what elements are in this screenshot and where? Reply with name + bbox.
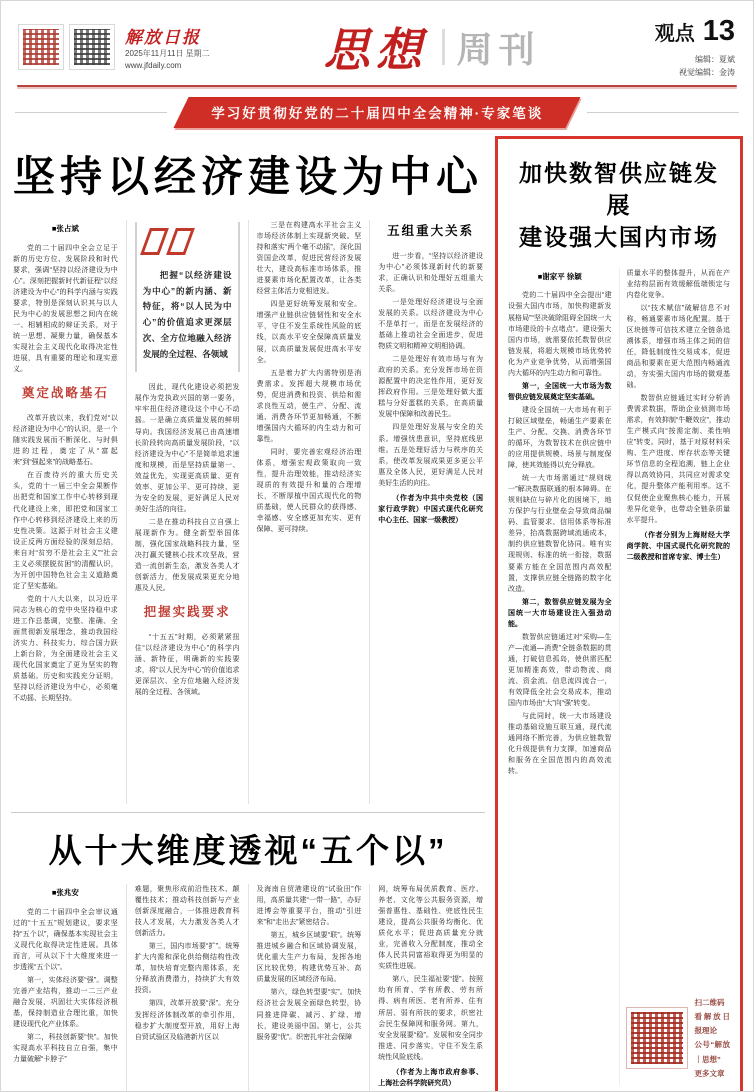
quote-marks-icon — [145, 228, 232, 260]
paragraph: 二是处理好有效市场与有为政府的关系。充分发挥市场在资源配置中的决定性作用，更好发挥政府作用。三是处理好做大蛋糕与分好蛋糕的关系，在高质量发展中保障和改善民生。 — [378, 356, 483, 419]
qr-caption-line: 公号“解放｜思想” — [694, 1040, 730, 1064]
banner-line-left — [15, 112, 167, 113]
paragraph-lead: 第一，全国统一大市场为数智供应链发展奠定坚实基础。 — [508, 382, 612, 401]
article-column — [369, 884, 485, 1092]
byline: ■谢家平 徐颖 — [537, 271, 582, 281]
paragraph: 因此，现代化建设必须把发展作为党执政兴国的第一要务，牢牢扭住经济建设这个中心不动摇。一是确立高质量发展的鲜明导向。我国经济发展已由高速增长阶段转向高质量发展阶段，“以经济建设为中心”不是简单追求速度和规模，而是坚持质量第一、效益优先，实现更高质量、更有效率、更加公平、更可持续、更为安全的发展，更好满足人民对美好生活的向往。 — [134, 384, 240, 513]
paragraph: 统一大市场需通过“规则统一”解决数据联通的根本障碍。在规则缺位与碎片化的困境下，地方保护与行业壁垒会导致商品编码、监管要求、信用体系等标准差异，抬高数据跨域流通成本，制约供应链数智化协同。唯有实现规则、标准的统一衔接，数据要素方能在全国范围内高效配置，支撑供应链全链路的数字化改造。 — [508, 475, 612, 593]
section-qr-code-icon — [70, 25, 114, 69]
byline: ■张兆安 — [51, 888, 79, 897]
paragraph: 党的二十届四中全会立足于新的历史方位、发展阶段和时代要求，强调“坚持以经济建设为中心”。深刻把握新时代新征程“以经济建设为中心”的科学内涵与实践要求，特别是深刻认识其与以人民为中心的发展思想之间内在统一、相辅相成的辩证关系，对于统一思想、凝聚力量，确保基本实现社会主义现代化取得决定性进展，具有重要的理论和现实意义。 — [13, 244, 118, 374]
editor-credits — [655, 54, 735, 80]
paragraph: 党的二十届四中全会审议通过的“十五五”规划建议，要求坚持“五个以”，确保基本实现社会主义现代化取得决定性进展。具体而言，可从以下十大维度来进一步透视“五个以”。 — [13, 908, 118, 972]
paper-qr-code-icon — [19, 25, 63, 69]
paragraph: 第二，科技创新要“快”。加快实现高水平科技自立自强，集中力量破解“卡脖子” — [13, 1034, 118, 1064]
paragraph-continuation: 难题，聚焦形成前沿性技术、颠覆性技术；推动科技创新与产业创新深度融合，一体推进教育科技人才发展，大力激发各类人才创新活力。 — [134, 886, 240, 938]
paragraph: 数智供应链通过实时分析消费需求数据，帮助企业侦测市场需求，有效抑制“牛鞭效应”，推动生产模式向“按需定制、柔性响应”转变。同时，基于对原材料采购、生产进度、库存状态等关键环节信息的全程追溯，链上企业得以高效协同，共同应对需求变化，提升整体产能利用率。这不仅促使企业聚焦核心能力，开展差异化竞争，也带动全链条质量水平提升。 — [626, 395, 730, 524]
date-line: 2025年11月11日 星期二 — [125, 48, 210, 58]
paragraph: 二是在推动科技自立自强上展现新作为。健全新型举国体制，强化国家战略科技力量，坚决打赢关键核心技术攻坚战，营造一流创新生态，激发各类人才创新活力，使发展成果更充分地惠及人民。 — [134, 518, 240, 593]
paragraph: 第一，实体经济要“强”。调整完善产业结构，推动一二三产业融合发展，巩固壮大实体经济根基，保持制造业合理比重，加快建设现代化产业体系。 — [13, 977, 118, 1029]
paragraph: 四是处理好发展与安全的关系。增强忧患意识，坚持底线思维。五是处理好活力与秩序的关系，使改革发展成果更多更公平惠及全体人民，更好满足人民对美好生活的向往。 — [378, 424, 483, 487]
qr-caption-line: 扫二维码 — [694, 997, 725, 1007]
author-credit: （作者分别为上海财经大学商学院、中国式现代化研究院的二级教授和首席专家、博士生） — [626, 531, 730, 561]
paragraph-lead: 第二，数智供应链发展为全国统一大市场建设注入强劲动能。 — [508, 598, 612, 628]
theme-banner — [173, 97, 580, 128]
byline: ■张占斌 — [51, 224, 79, 233]
article-column — [126, 220, 248, 804]
page-number-value: 13 — [702, 14, 735, 47]
article-column — [619, 268, 732, 1085]
theory-account-qr-code-icon — [627, 1008, 687, 1068]
page-number — [655, 15, 735, 48]
article-right-boxed — [495, 136, 743, 1092]
paragraph: 第八，民生福祉要“提”。按照幼有所育、学有所教、劳有所得、病有所医、老有所养、住有所居、弱有所扶的要求，织密社会民生保障网和服务网。第九，安全发展要“稳”。发展和安全同步推进、同步落实，守住不发生系统性风险底线。 — [378, 976, 483, 1061]
author-credit: （作者为中共中央党校（国家行政学院）中国式现代化研究中心主任、国家一级教授） — [378, 494, 483, 524]
right-article-columns — [507, 268, 731, 1085]
section-logo-main: 思想 — [323, 25, 428, 76]
paragraph: 第六，绿色转型要“实”。加快经济社会发展全面绿色转型，协同推进降碳、减污、扩绿、增长，建设美丽中国。第七，公共服务要“优”。织密扎牢社会保障 — [256, 989, 362, 1041]
page-content — [11, 136, 743, 1092]
paragraph: 五是着力扩大内需特别是消费需求。发挥超大规模市场优势，促进消费和投资、供给和需求良性互动，使生产、分配、流通、消费各环节更加畅通，不断增强国内大循环的内生动力和可靠性。 — [256, 369, 362, 443]
pull-quote-box — [135, 222, 240, 372]
author-credit: （作者为上海市政府参事、上海社会科学院研究员） — [378, 1068, 483, 1087]
paragraph: 党的二十届四中全会提出“建设强大国内市场，加快构建新发展格局”“坚决破除阻碍全国统一大市场建设的卡点堵点”。建设强大国内市场，就需要依托数智供应链发展，将超大规模市场优势转化为产业竞争优势，从而增强国内大循环的内生动力和可靠性。 — [508, 292, 612, 377]
article-column — [126, 884, 248, 1092]
main-article-columns — [11, 220, 485, 804]
masthead — [11, 7, 743, 83]
masthead-rule — [17, 85, 737, 87]
paragraph: 数智供应链通过对“采购—生产—流通—消费”全链条数据的贯通，打破信息孤岛，使供需匹配更加精准高效，带动物流、商流、资金流、信息流四流合一，有效降低全社会交易成本，推动国内市场由“大”向“强”转变。 — [508, 633, 612, 708]
article-column-text — [627, 268, 731, 986]
paper-name-logo: 解放日报 — [125, 27, 201, 47]
theory-qr-block — [627, 996, 731, 1082]
qr-caption-line: 看解放日报理论 — [694, 1011, 730, 1035]
article-column — [248, 884, 370, 1092]
paragraph: 四是更好统筹发展和安全。增强产业链供应链韧性和安全水平，守住不发生系统性风险的底线，以高水平安全保障高质量发展，以高质量发展促进高水平安全。 — [256, 301, 362, 364]
masthead-left — [19, 23, 210, 72]
paragraph: 与此同时，统一大市场建设推动基础设施互联互通，现代流通网络不断完善，为供应链数智化升级提供有力支撑，加速商品和服务在全国范围内的高效流转。 — [508, 713, 612, 776]
paragraph: 在百废待兴的重大历史关头，党的十一届三中全会果断作出把党和国家工作中心转移到现代化建设上来，即把党和国家工作中心转移到经济建设上来的历史性决策。这源于对社会主义建设正反两方面经验的深刻总结，来自对“贫穷不是社会主义”“社会主义必须摆脱贫困”的清醒认识，为开创中国特色社会主义道路奠定了坚实基础。 — [13, 472, 118, 590]
paragraph-continuation: 及海南自贸港建设的“试验田”作用，高质量共建“一带一路”，办好进博会等重要平台，推动“引进来”和“走出去”紧密结合。 — [256, 886, 362, 927]
paragraph: “十五五”时期，必须紧紧扭住“以经济建设为中心”的科学内涵、新特征，明确新的实践要求，将“以人民为中心”的价值追求更深层次、全方位地融入经济发展的全过程、各领域。 — [134, 633, 240, 697]
article-column — [11, 220, 126, 804]
pull-quote-text: 把握“以经济建设为中心”的新内涵、新特征，将“以人民为中心”的价值追求更深层次、全方位地融入经济发展的全过程、各领域 — [142, 270, 232, 359]
paragraph-continuation: 质量水平的整体提升，从而在产业结构层面有效缓解低端锁定与内卷化竞争。 — [626, 269, 730, 299]
bottom-article-columns — [11, 884, 485, 1092]
banner-line-right — [587, 112, 739, 113]
paragraph: 进一步看，“坚持以经济建设为中心”必须体现新时代的新要求，正确认识和处理好五组重大关系。 — [378, 252, 483, 293]
article-column — [507, 268, 619, 1085]
paragraph: 第三，国内市场要“扩”。统筹扩大内需和深化供给侧结构性改革，加快培育完整内需体系，充分释放消费潜力，持续扩大有效投资。 — [134, 943, 240, 995]
paragraph: 一是处理好经济建设与全面发展的关系。以经济建设为中心不是单打一，而是在发展经济的基础上推动社会全面进步，促进物质文明和精神文明相协调。 — [378, 298, 483, 351]
article-column — [369, 220, 485, 804]
paragraph: 改革开放以来，我们党对“以经济建设为中心”的认识，是一个随实践发展而不断深化、与时俱进的过程，奠定了从“富起来”到“强起来”的战略基石。 — [13, 415, 118, 467]
article-column — [11, 884, 126, 1092]
right-headline-line1: 加快数智供应链发展 — [519, 160, 719, 219]
masthead-right — [655, 15, 735, 80]
paragraph-continuation: 网，统筹布局优质教育、医疗、养老、文化等公共服务资源，增强普惠性、基础性、兜底性民生建设，提高公共服务均衡化、优质化水平；促进高质量充分就业，完善收入分配制度，推动全体人民共同富裕取得更为明显的实质性进展。 — [378, 886, 483, 971]
paragraph: 建设全国统一大市场有利于打破区域壁垒，畅通生产要素在生产、分配、交换、消费各环节的循环，为数智技术在供应链中的应用提供规模、场景与制度保障，使其效能得以充分释放。 — [508, 406, 612, 470]
article-column-text — [508, 268, 612, 1085]
paragraph: 第四，改革开放要“深”。充分发挥经济体制改革的牵引作用，稳步扩大制度型开放，用好上海自贸试验区及临港新片区以 — [134, 1000, 240, 1041]
page-label: 观点 — [654, 22, 695, 45]
paper-brand — [125, 23, 210, 72]
paragraph: 第五，城乡区域要“联”。统筹推进城乡融合和区域协调发展，优化重大生产力布局，发挥各地区比较优势，构建优势互补、高质量发展的区域经济布局。 — [256, 932, 362, 984]
paragraph: 党的十八大以来，以习近平同志为核心的党中央坚持稳中求进工作总基调，完整、准确、全面贯彻新发展理念，推动我国经济实力、科技实力、综合国力跃上新台阶，为全面建设社会主义现代化国家奠定了更为坚实的物质基础。历史和实践充分证明，坚持以经济建设为中心，必须毫不动摇、长期坚持。 — [13, 595, 118, 703]
theme-banner-text: 学习好贯彻好党的二十届四中全会精神·专家笔谈 — [211, 106, 544, 121]
logo-divider — [442, 29, 445, 65]
section-logo-sub: 周刊 — [456, 28, 541, 70]
article-bottom — [11, 812, 485, 1092]
qr-caption-line: 更多文章 — [694, 1068, 725, 1078]
theme-banner-row — [15, 97, 739, 128]
section-subhead: 奠定战略基石 — [21, 386, 109, 401]
article-main — [11, 136, 485, 804]
qr-caption — [695, 996, 731, 1082]
visual-editor-line: 视觉编辑：金涛 — [678, 67, 735, 77]
section-subhead: 五组重大关系 — [387, 224, 475, 238]
paragraph: 三是在构建高水平社会主义市场经济体制上实现新突破。坚持和落实“两个毫不动摇”，深化国资国企改革，促进民营经济发展壮大，建设高标准市场体系，推进要素市场化配置改革，让各类经营主体活力竞相迸发。 — [256, 222, 362, 296]
article-column-text — [135, 382, 240, 698]
main-headline: 坚持以经济建设为中心 — [12, 153, 483, 200]
article-column — [248, 220, 370, 804]
paragraph: 以“技术赋信”破解信息不对称，畅通要素市场化配置。基于区块链等可信技术建立全链条追溯体系，增强市场主体之间的信任，降低制度性交易成本，促进商品和要素在更大范围内畅通流动，夯实强大国内市场的微观基础。 — [626, 304, 730, 390]
section-subhead: 把握实践要求 — [143, 605, 231, 620]
editor-line: 编辑：夏斌 — [694, 54, 735, 64]
bottom-headline: 从十大维度透视“五个以” — [48, 832, 448, 869]
right-headline — [507, 157, 731, 254]
website-line: www.jfdaily.com — [125, 60, 182, 70]
section-logo — [324, 14, 541, 80]
right-headline-line2: 建设强大国内市场 — [519, 224, 719, 251]
left-articles-zone — [11, 136, 485, 1092]
paragraph: 同时，要完善宏观经济治理体系，增强宏观政策取向一致性，提升治理效能，推动经济实现质的有效提升和量的合理增长，不断厚植中国式现代化的物质基础，使人民群众的获得感、幸福感、安全感更加充实、更有保障、更可持续。 — [256, 448, 362, 534]
